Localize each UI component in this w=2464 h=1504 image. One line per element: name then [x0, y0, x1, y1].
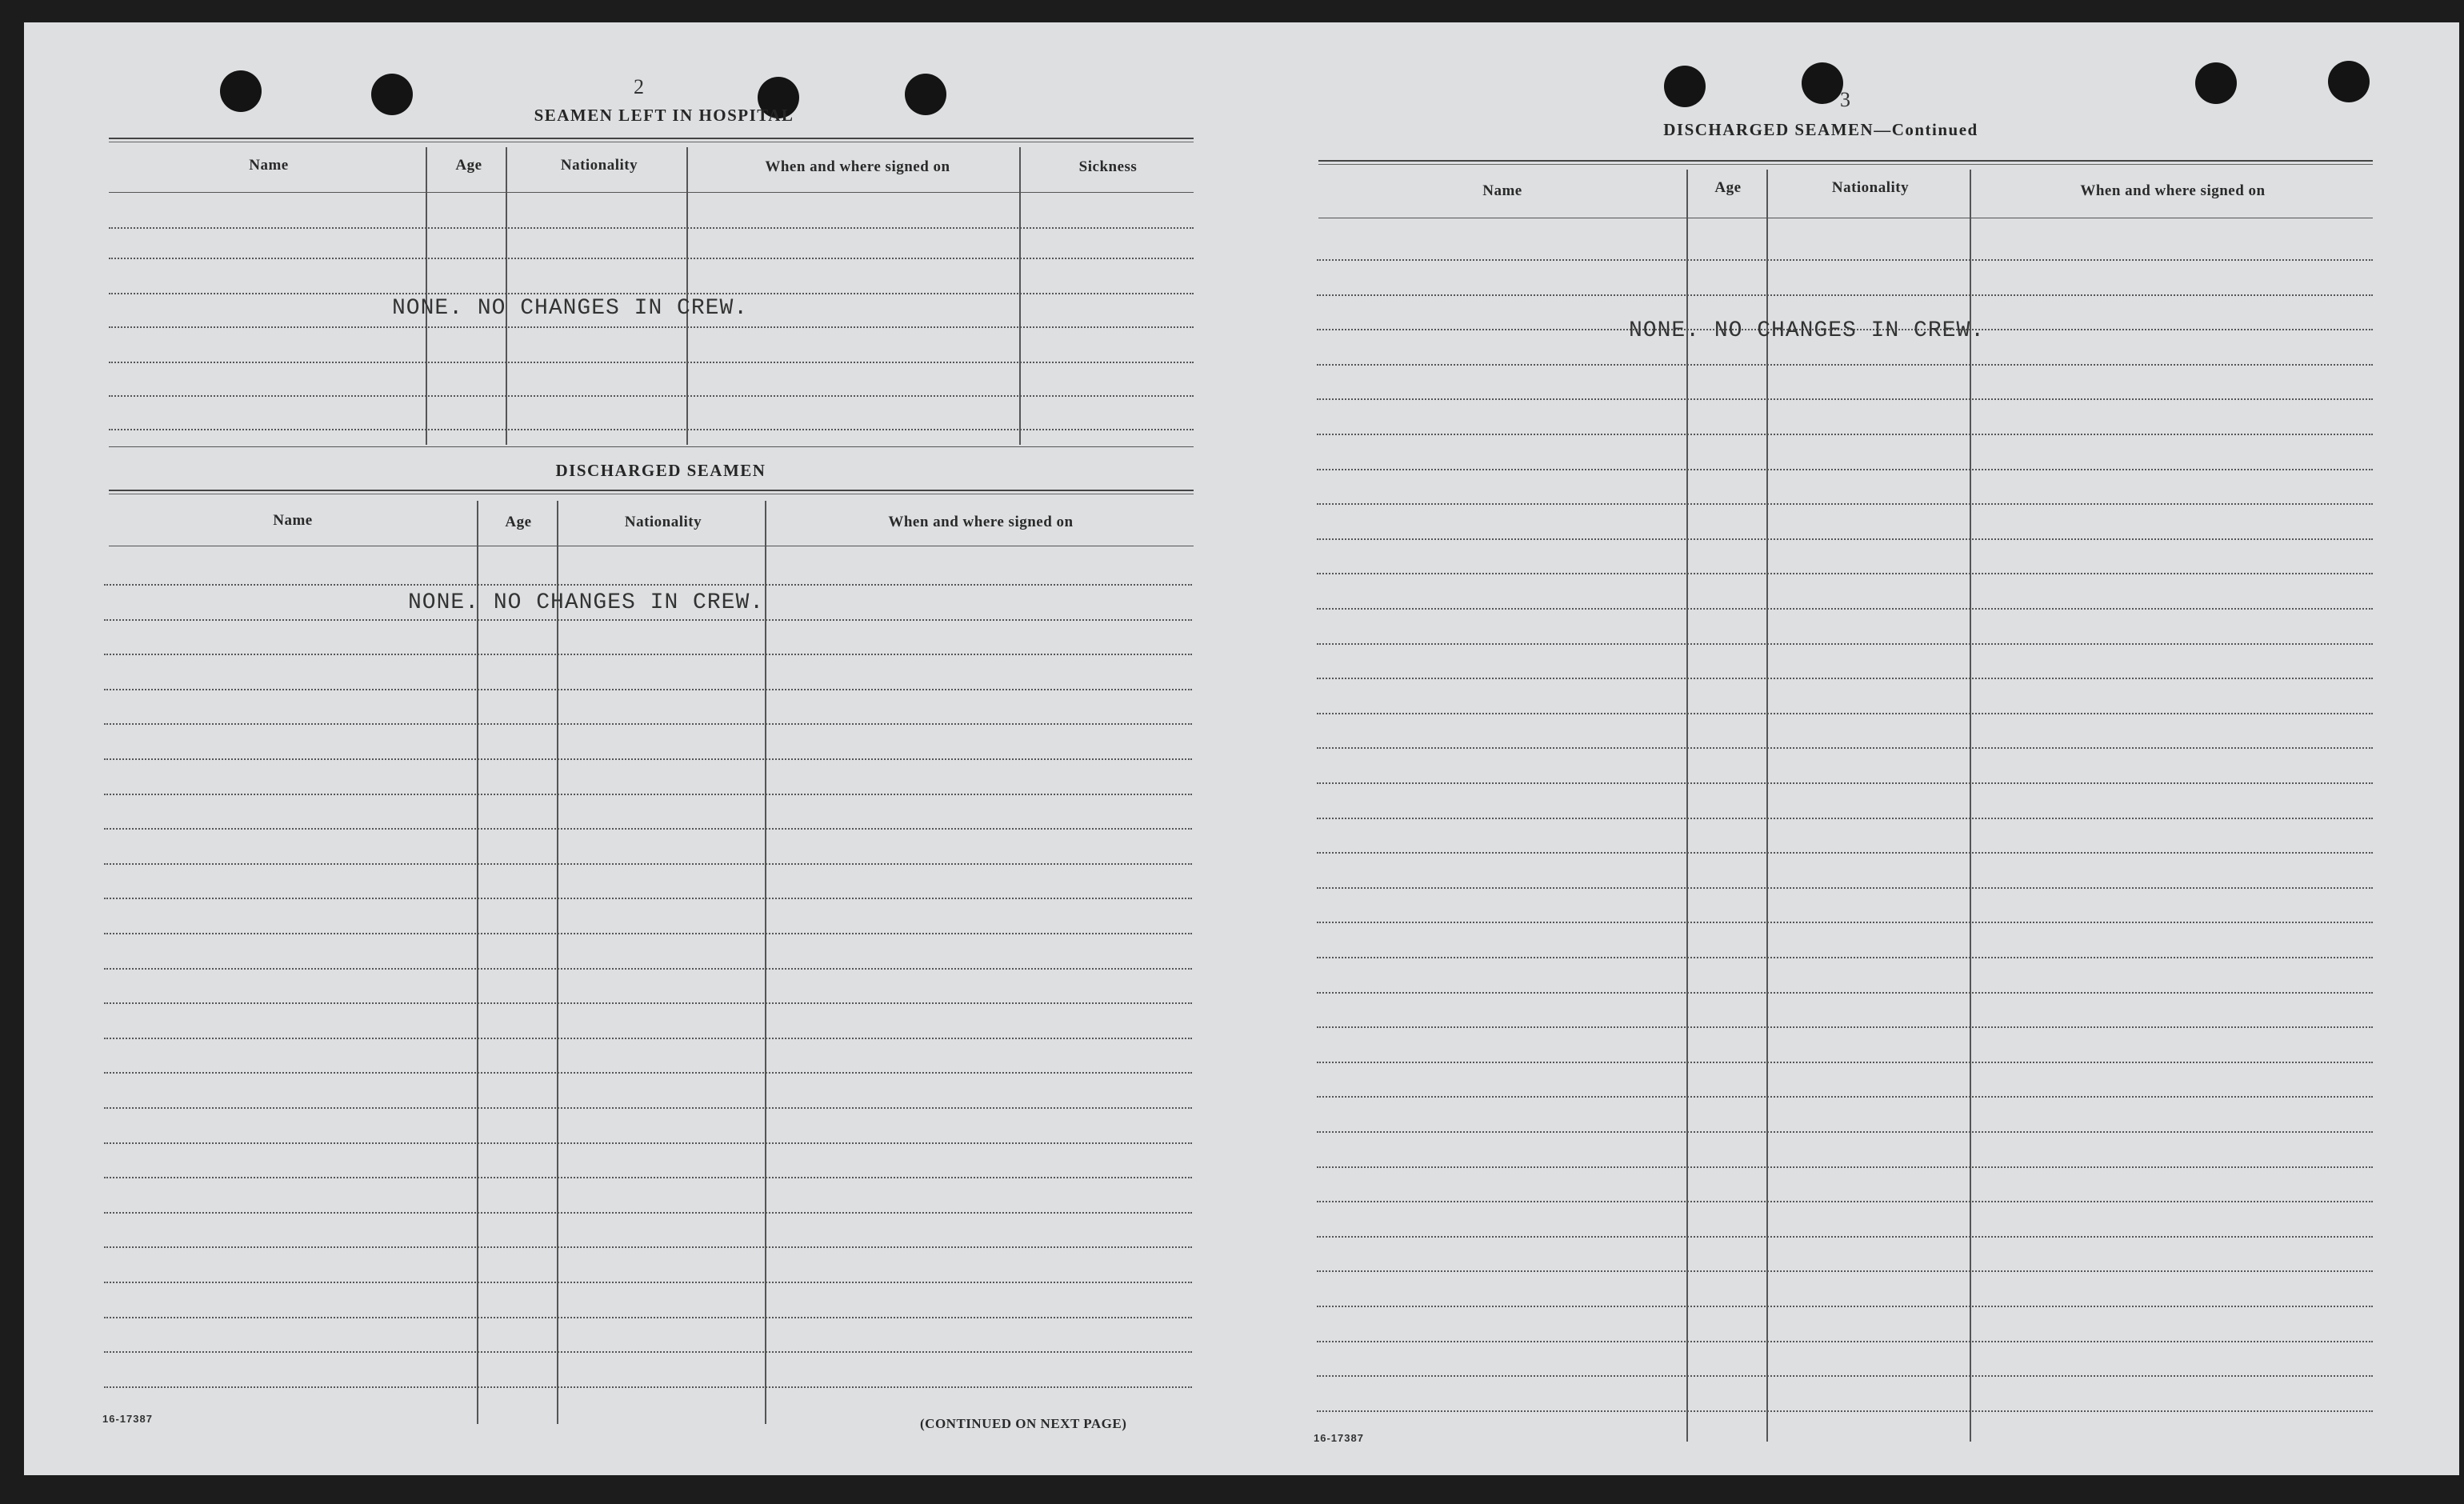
discharged-continued-title: DISCHARGED SEAMEN—Continued — [1663, 120, 1978, 139]
column-header-signed-on: When and where signed on — [2080, 182, 2266, 199]
entry-line — [1317, 573, 2373, 574]
entry-line — [1317, 643, 2373, 645]
column-header-sickness: Sickness — [1078, 158, 1138, 175]
entry-line — [1317, 747, 2373, 749]
entry-line — [104, 1386, 1192, 1388]
typed-entry: NONE. NO CHANGES IN CREW. — [1629, 318, 1986, 343]
entry-line — [104, 723, 1192, 725]
entry-line — [104, 584, 1192, 586]
entry-line — [109, 326, 1194, 328]
entry-line — [104, 863, 1192, 865]
entry-line — [1317, 887, 2373, 889]
entry-line — [1317, 294, 2373, 296]
entry-line — [104, 1072, 1192, 1074]
entry-line — [1317, 782, 2373, 784]
entry-line — [104, 1002, 1192, 1004]
punch-hole — [371, 74, 413, 115]
column-header-age: Age — [1714, 179, 1742, 196]
entry-line — [104, 1317, 1192, 1318]
entry-line — [1317, 469, 2373, 470]
entry-line — [1317, 398, 2373, 400]
typed-entry: NONE. NO CHANGES IN CREW. — [408, 590, 765, 615]
entry-line — [1317, 538, 2373, 540]
entry-line — [104, 1351, 1192, 1353]
entry-line — [104, 794, 1192, 795]
entry-line — [109, 258, 1194, 259]
table-top-rule — [1318, 160, 2373, 165]
column-header-name: Name — [249, 157, 289, 174]
typed-entry: NONE. NO CHANGES IN CREW. — [392, 296, 749, 321]
entry-line — [104, 1246, 1192, 1248]
entry-line — [1317, 678, 2373, 679]
entry-line — [109, 395, 1194, 397]
entry-line — [1317, 503, 2373, 505]
entry-line — [1317, 1341, 2373, 1342]
column-divider — [1970, 170, 1971, 1442]
punch-hole — [2195, 62, 2237, 104]
entry-line — [1317, 713, 2373, 714]
column-divider — [1686, 170, 1688, 1442]
form-number: 16-17387 — [102, 1413, 153, 1425]
punch-hole — [905, 74, 946, 115]
column-divider — [557, 501, 558, 1424]
header-underline — [109, 192, 1194, 193]
right-page — [1253, 22, 2459, 1475]
entry-line — [104, 1212, 1192, 1214]
entry-line — [1317, 922, 2373, 923]
entry-line — [104, 933, 1192, 934]
entry-line — [1317, 1131, 2373, 1133]
entry-line — [1317, 1096, 2373, 1098]
table-top-rule — [109, 490, 1194, 494]
entry-line — [1317, 1166, 2373, 1168]
form-number: 16-17387 — [1314, 1432, 1364, 1444]
entry-line — [1317, 259, 2373, 261]
punch-hole — [1802, 62, 1843, 104]
entry-line — [109, 429, 1194, 430]
column-header-age: Age — [455, 157, 482, 174]
column-header-nationality: Nationality — [1831, 179, 1910, 196]
entry-line — [1317, 1026, 2373, 1028]
entry-line — [1317, 852, 2373, 854]
entry-line — [109, 227, 1194, 229]
entry-line — [109, 293, 1194, 294]
continued-note: (CONTINUED ON NEXT PAGE) — [920, 1416, 1127, 1431]
page-number: 3 — [1840, 88, 1850, 111]
entry-line — [104, 1282, 1192, 1283]
entry-line — [1317, 434, 2373, 435]
entry-line — [1317, 1201, 2373, 1202]
entry-line — [104, 828, 1192, 830]
entry-line — [104, 689, 1192, 690]
punch-hole — [1664, 66, 1706, 107]
entry-line — [104, 619, 1192, 621]
column-header-nationality: Nationality — [624, 514, 702, 530]
entry-line — [1317, 1306, 2373, 1307]
entry-line — [1317, 364, 2373, 366]
discharged-section-title: DISCHARGED SEAMEN — [555, 461, 766, 480]
entry-line — [104, 758, 1192, 760]
column-divider — [1766, 170, 1768, 1442]
entry-line — [1317, 1375, 2373, 1377]
entry-line — [104, 898, 1192, 899]
entry-line — [1317, 1236, 2373, 1238]
left-page — [24, 22, 1253, 1475]
entry-line — [1317, 1270, 2373, 1272]
column-header-nationality: Nationality — [560, 157, 638, 174]
column-divider — [765, 501, 766, 1424]
entry-line — [1317, 1410, 2373, 1412]
entry-line — [1317, 1062, 2373, 1063]
entry-line — [104, 654, 1192, 655]
entry-line — [1317, 957, 2373, 958]
punch-hole — [220, 70, 262, 112]
entry-line — [104, 1177, 1192, 1178]
entry-line — [104, 1142, 1192, 1144]
column-header-name: Name — [1482, 182, 1522, 199]
table-top-rule — [109, 138, 1194, 142]
entry-line — [104, 1107, 1192, 1109]
column-header-age: Age — [505, 514, 532, 530]
entry-line — [104, 1038, 1192, 1039]
entry-line — [1317, 608, 2373, 610]
hospital-section-title: SEAMEN LEFT IN HOSPITAL — [534, 106, 794, 125]
column-header-signed-on: When and where signed on — [765, 158, 950, 175]
column-header-name: Name — [273, 512, 313, 529]
page-number: 2 — [634, 75, 644, 98]
column-header-signed-on: When and where signed on — [888, 514, 1074, 530]
table-bottom-rule — [109, 446, 1194, 447]
punch-hole — [2328, 61, 2370, 102]
entry-line — [104, 968, 1192, 970]
entry-line — [109, 362, 1194, 363]
entry-line — [1317, 992, 2373, 994]
entry-line — [1317, 818, 2373, 819]
column-divider — [477, 501, 478, 1424]
